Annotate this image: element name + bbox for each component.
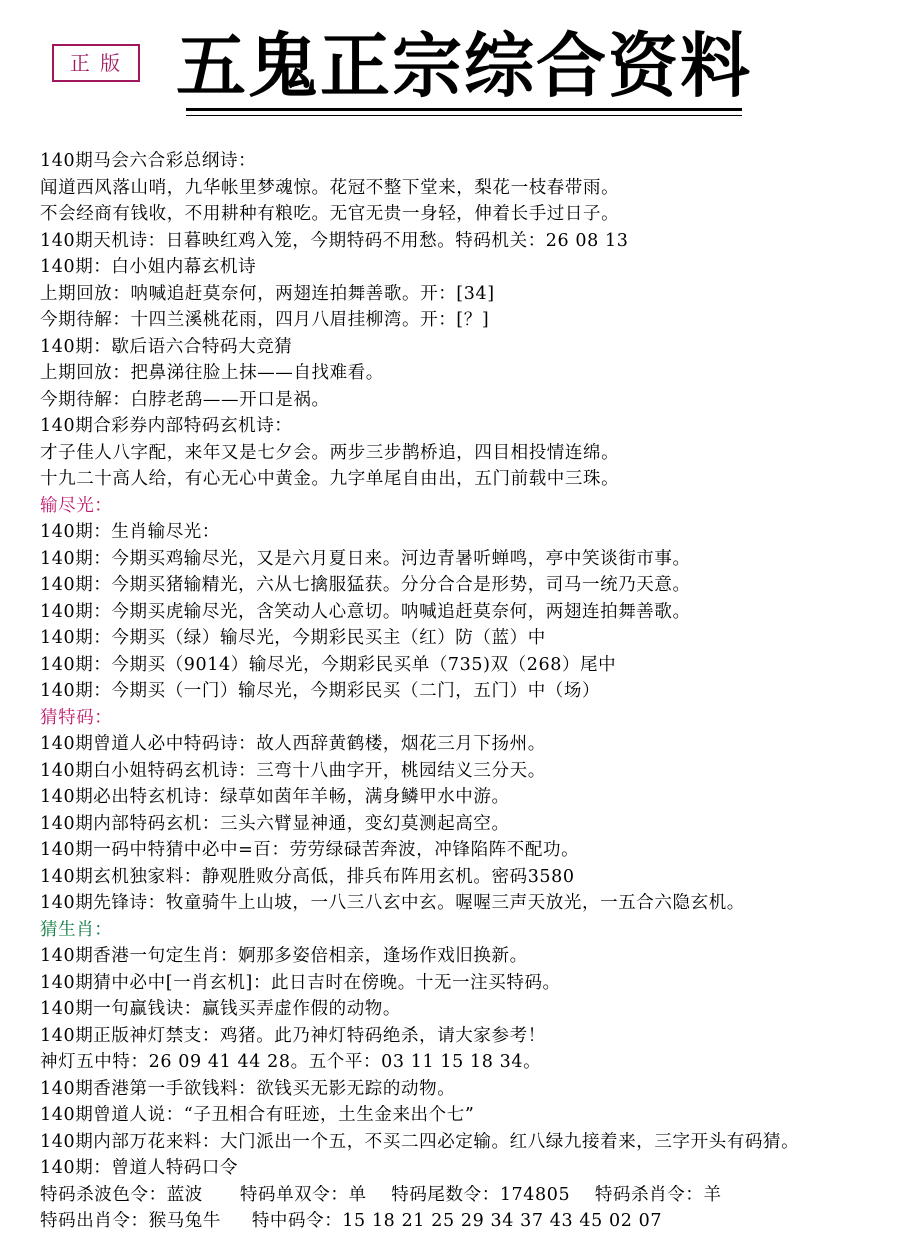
text-line: 不会经商有钱收，不用耕种有粮吃。无官无贵一身轻，伸着长手过日子。	[40, 204, 620, 224]
text-line: 140期先锋诗：牧童骑牛上山坡，一八三八玄中玄。喔喔三声天放光，一五合六隐玄机。	[40, 893, 745, 913]
section-heading-guess-zodiac: 猜生肖：	[40, 919, 113, 940]
text-line: 140期必出特玄机诗：绿草如茵年羊畅，满身鳞甲水中游。	[40, 787, 510, 807]
text-line: 140期白小姐特码玄机诗：三弯十八曲字开，桃园结义三分天。	[40, 760, 546, 781]
text-line: 140期香港第一手欲钱料：欲钱买无影无踪的动物。	[40, 1078, 456, 1099]
text-line: 今期待解：白脖老鸹——开口是祸。	[40, 389, 330, 410]
text-line: 140期内部特码玄机：三头六臂显神通，变幻莫测起高空。	[40, 813, 510, 834]
text-line: 十九二十高人给，有心无心中黄金。九字单尾自由出，五门前载中三珠。	[40, 469, 620, 489]
text-line: 140期：今期买（绿）输尽光，今期彩民买主（红）防（蓝）中	[40, 628, 546, 648]
text-line: 神灯五中特：26 09 41 44 28。五个平：03 11 15 18 34。	[40, 1052, 542, 1072]
authentic-badge: 正 版	[52, 44, 140, 82]
text-line: 140期香港一句定生肖：婀那多姿倍相亲，逢场作戏旧换新。	[40, 946, 528, 966]
text-line: 140期合彩券内部特码玄机诗：	[40, 416, 293, 436]
text-line: 140期：今期买虎输尽光，含笑动人心意切。呐喊追赶莫奈何，两翅连拍舞善歌。	[40, 601, 691, 622]
text-line: 140期：曾道人特码口令	[40, 1158, 239, 1178]
text-line: 特码出肖令：猴马兔牛 特中码令：15 18 21 25 29 34 37 43 45 02 07	[40, 1211, 663, 1231]
text-line: 140期曾道人必中特码诗：故人西辞黄鹤楼，烟花三月下扬州。	[40, 734, 546, 754]
text-line: 140期一句赢钱诀：赢钱买弄虚作假的动物。	[40, 999, 402, 1019]
title-underline-thick	[186, 108, 742, 111]
title-underline-thin	[186, 115, 742, 116]
text-line: 140期：今期买猪输精光，六从七擒服猛获。分分合合是形势，司马一统乃天意。	[40, 575, 691, 595]
text-line: 140期：今期买鸡输尽光，又是六月夏日来。河边青暑听蝉鸣，亭中笑谈街市事。	[40, 548, 691, 569]
text-line: 140期：今期买（一门）输尽光，今期彩民买（二门，五门）中（场）	[40, 681, 601, 701]
text-line: 今期待解：十四兰溪桃花雨，四月八眉挂柳湾。开：[？]	[40, 310, 490, 330]
text-line: 140期玄机独家料：静观胜败分高低，排兵布阵用玄机。密码3580	[40, 866, 575, 887]
text-line: 140期内部万花来料：大门派出一个五，不买二四必定输。红八绿九接着来，三字开头有码猜。	[40, 1131, 800, 1152]
text-line: 才子佳人八字配，来年又是七夕会。两步三步鹊桥追，四目相投情连绵。	[40, 442, 620, 463]
text-line: 140期：白小姐内幕玄机诗	[40, 257, 257, 277]
text-line: 140期猜中必中[一肖玄机]：此日吉时在傍晚。十无一注买特码。	[40, 972, 561, 993]
text-line: 140期天机诗：日暮映红鸡入笼，今期特码不用愁。特码机关：26 08 13	[40, 230, 629, 251]
text-line: 140期正版神灯禁支：鸡猪。此乃神灯特码绝杀，请大家参考！	[40, 1025, 546, 1046]
section-heading-lose-all: 输尽光：	[40, 495, 113, 516]
text-line: 特码杀波色令：蓝波 特码单双令：单 特码尾数令：174805 特码杀肖令：羊	[40, 1184, 722, 1205]
text-line: 140期：歇后语六合特码大竞猜	[40, 336, 293, 357]
text-line: 闻道西风落山哨，九华帐里梦魂惊。花冠不整下堂来，梨花一枝春带雨。	[40, 177, 620, 198]
section-heading-guess-code: 猜特码：	[40, 707, 113, 728]
text-line: 140期：生肖输尽光：	[40, 522, 221, 542]
text-line: 上期回放：呐喊追赶莫奈何，两翅连拍舞善歌。开：[34]	[40, 283, 495, 304]
text-line: 140期一码中特猜中必中=百：劳劳绿碌苦奔波，冲锋陷阵不配功。	[40, 840, 580, 860]
content-body	[40, 148, 890, 1235]
text-line: 140期：今期买（9014）输尽光，今期彩民买单（735)双（268）尾中	[40, 654, 617, 675]
page-title: 五鬼正宗综合资料	[176, 25, 752, 107]
text-line: 140期马会六合彩总纲诗：	[40, 151, 257, 171]
text-line: 140期曾道人说：“子丑相合有旺迹，土生金来出个七”	[40, 1105, 475, 1125]
text-line: 上期回放：把鼻涕往脸上抹——自找难看。	[40, 363, 384, 383]
